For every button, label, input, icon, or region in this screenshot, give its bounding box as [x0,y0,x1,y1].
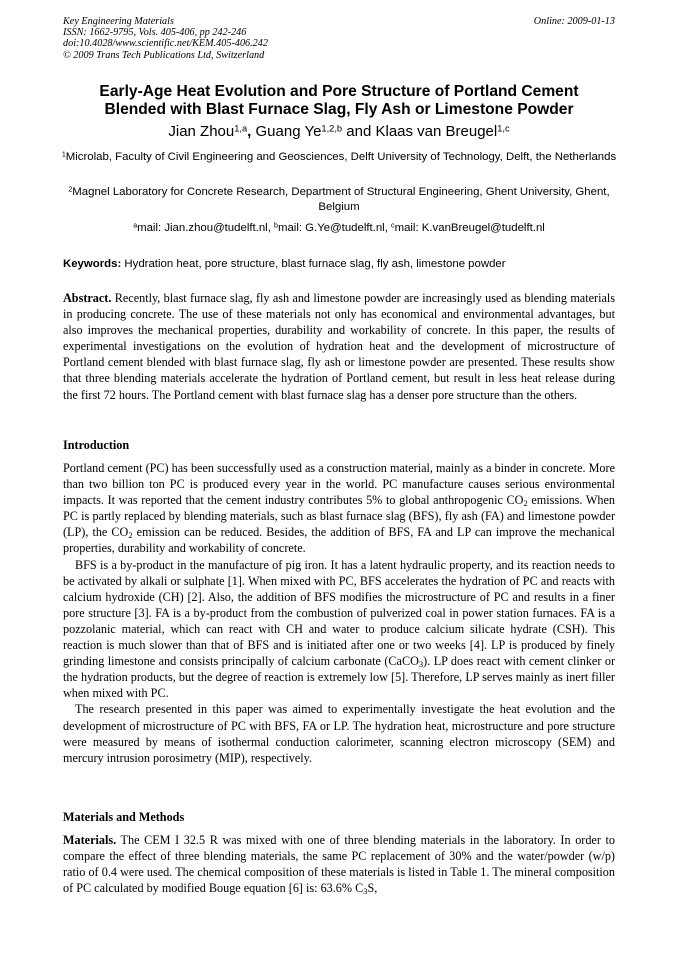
author-list [40,123,638,140]
co2-subscript: 2 [523,498,528,509]
intro-p2-text-a: BFS is a by-product in the manufacture of pig iron. It has a latent hydraulic property, and its reaction needs to be activated by alkali or sulphate [1]. When mixed with PC, BFS accelerates the hydration of PC and reacts with calcium hydroxide (CH) [2]. Also, the addition of BFS modifies the microstructure of PC and results in a finer pore structure [3]. FA is a by-product from the combustion of pulverized coal in power station furnaces. FA is a pozzolanic material, which can react with CH and water to produce calcium silicate hydrate (CSH). This reaction is much slower than that of BFS and is initiated after one or two weeks [4]. LP is produced by finely grinding limestone and consists principally of calcium carbonate (CaCO [63,557,615,669]
intro-p2-text-b: ). LP does react with cement clinker or the hydration products, but the degree of reaction is extremely low [5]. Therefore, LP serves mainly as inert filler when mixed with PC. [63,654,616,701]
materials-text-b: S, [367,881,378,896]
journal-name: Key Engineering Materials [63,16,174,27]
c3s-subscript: 3 [363,886,368,897]
keywords-label: Keywords: [63,258,122,270]
title-line-2: Blended with Blast Furnace Slag, Fly Ash or Limestone Powder [104,100,574,118]
introduction-heading: Introduction [63,438,130,452]
author-1: Jian Zhou [168,123,235,140]
issn-line: ISSN: 1662-9795, Vols. 405-406, pp 242-246 [63,27,247,39]
affiliation-1 [60,150,618,165]
materials-label: Materials. [63,833,117,847]
author-3-sup: 1,c [497,123,510,134]
email-line [60,221,618,236]
title-line-1: Early-Age Heat Evolution and Pore Structure of Portland Cement [99,83,579,100]
paper-title [40,83,638,118]
intro-paragraph-1 [63,460,615,557]
affiliation-2 [60,185,618,215]
keywords [63,257,615,271]
journal-header [63,16,615,61]
author-1-sup: 1,a [234,123,248,134]
co2-subscript: 2 [128,530,133,541]
abstract-label: Abstract. [63,291,112,305]
author-2: Guang Ye [255,123,322,140]
intro-p1-text-c: emission can be reduced. Besides, the addition of BFS, FA and LP can improve the mechanical properties, durability and workability of concrete. [63,525,615,556]
online-date: Online: 2009-01-13 [533,16,615,27]
introduction-body [63,460,615,766]
materials-text-a: The CEM I 32.5 R was mixed with one of three blending materials in the laboratory. In order to compare the effect of three blending materials, the same PC replacement of 30% and the water/powder (w/p) ratio of 0.4 were used. The chemical composition of these materials is listed in Table 1. The mineral composition of PC calculated by modified Bouge equation [6] is: 63.6% C [63,833,615,896]
copyright-line: © 2009 Trans Tech Publications Ltd, Switzerland [63,49,265,61]
materials-body [63,832,615,896]
affiliation-1-text: Microlab, Faculty of Civil Engineering and Geosciences, Delft University of Technology, Delft, the Netherlands [65,151,617,163]
abstract-text: Recently, blast furnace slag, fly ash and limestone powder are increasingly used as blending materials in producing concrete. The use of these materials not only has economical and environmental advantages, but also improves the mechanical properties, durability and workability of concrete. In this paper, the results of experimental investigations on the evolution of hydration heat and the development of microstructure of Portland cement blended with blast furnace slag, fly ash or limestone powder are presented. These results show that three blending materials accelerate the hydration of Portland cement, but result in less heat release during the first 72 hours. The Portland cement with blast furnace slag has a denser pore structure than the others. [63,291,615,402]
author-separator: and [342,123,376,140]
author-separator: , [247,123,256,140]
abstract [63,290,615,403]
email-b: mail: G.Ye@tudelft.nl, [277,222,392,234]
email-a-sup: a [133,222,138,230]
affiliation-2-text: Magnel Laboratory for Concrete Research, Department of Structural Engineering, Ghent University, Ghent, Belgium [72,186,610,213]
keywords-text: Hydration heat, pore structure, blast furnace slag, fly ash, limestone powder [121,258,506,270]
author-2-sup: 1,2,b [321,123,343,134]
intro-paragraph-3: The research presented in this paper was aimed to experimentally investigate the heat evolution and the development of microstructure of PC with BFS, FA or LP. The hydration heat, microstructure and pore structure were measured by means of isothermal conduction calorimeter, scanning electron microscopy (SEM) and mercury intrusion porosimetry (MIP), respectively. [63,702,615,765]
email-a: mail: Jian.zhou@tudelft.nl, [137,222,275,234]
email-b-sup: b [274,222,278,230]
affiliation-2-sup: 2 [68,186,73,194]
affiliation-1-sup: 1 [61,151,66,159]
email-c-sup: c [391,222,395,230]
author-3: Klaas van Breugel [375,123,498,140]
intro-p1-text-a: Portland cement (PC) has been successfully used as a construction material, mainly as a binder in concrete. More than two billion ton PC is produced every year in the world. PC manufacture causes serious environmental impacts. It was reported that the cement industry contributes 5% to global anthropogenic CO [63,461,615,508]
doi-line: doi:10.4028/www.scientific.net/KEM.405-406.242 [63,38,268,50]
email-c: mail: K.vanBreugel@tudelft.nl [394,222,545,234]
intro-p1-text-b: emissions. When PC is partly replaced by blending materials, such as blast furnace slag (BFS), fly ash (FA) and limestone powder (LP), the CO [63,493,615,540]
intro-paragraph-2 [63,557,615,702]
materials-heading: Materials and Methods [63,810,185,824]
caco3-subscript: 3 [418,659,424,670]
